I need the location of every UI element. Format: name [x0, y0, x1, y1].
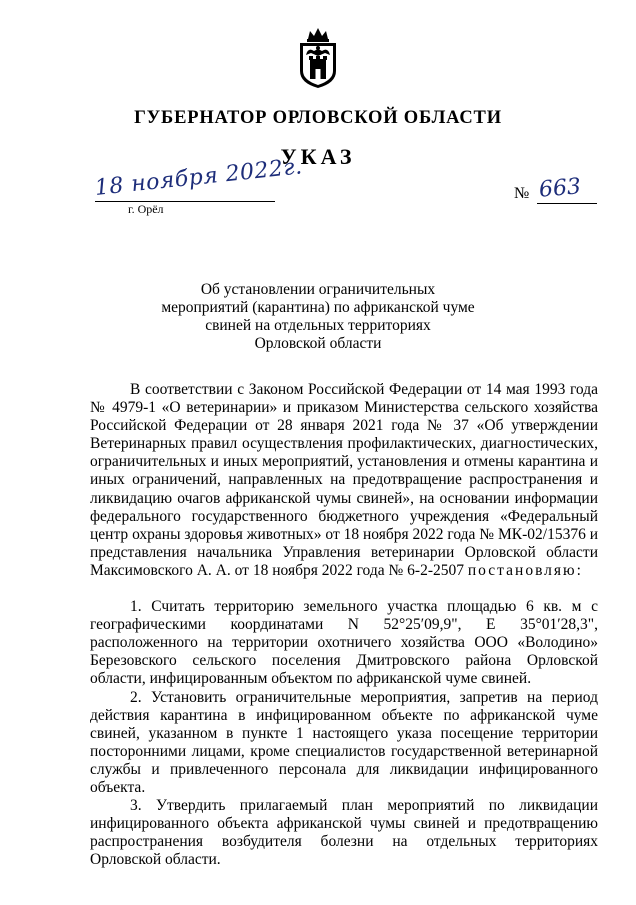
preamble-text: В соответствии с Законом Российской Федерации от 14 мая 1993 года № 4979-1 «О ветеринарии» и приказом Министерства сельского хозяйства Российской Федерации от 28 января 2021 года № 37 «Об утверждении Ветеринарных правил осуществления профилактических, диагностических, ограничительных и иных мероприятий, установления и отмены карантина и иных ограничений, направленных на предотвращение распространения и ликвидацию очагов африканской чумы свиней», на основании информации федерального государственного бюджетного учреждения «Федеральный центр охраны здоровья животных» от 18 ноября 2022 года № МК-02/15376 и представления начальника Управления ветеринарии Орловской области Максимовского А. А. от 18 ноября 2022 года № 6-2-2507 [90, 381, 598, 579]
item-paragraph: 3. Утвердить прилагаемый план мероприятий по ликвидации инфицированного объекта африканской чумы свиней и предотвращению распространения возбудителя болезни на отдельных территориях Орловской области. [90, 797, 598, 869]
city-label: г. Орёл [128, 202, 164, 216]
handwritten-date: 18 ноября 2022г. [93, 154, 304, 201]
title-line: Орловской области [254, 335, 382, 352]
item-paragraph: 2. Установить ограничительные мероприятия, запретив на период действия карантина в инфицированном объекте по африканской чуме свиней, указанном в пункте 1 настоящего указа посещение территории посторонними лицами, кроме специалистов государственной ветеринарной службы и привлеченного персонала для ликвидации инфицированного объекта. [90, 688, 598, 796]
governor-heading: ГУБЕРНАТОР ОРЛОВСКОЙ ОБЛАСТИ [134, 108, 502, 128]
date-underline [95, 201, 275, 202]
item-paragraph: 1. Считать территорию земельного участка площадью 6 кв. м с географическими координатами N 52°25′09,9", E 35°01′28,3", расположенного на территории охотничего хозяйства ООО «Володино» Березовского сельского поселения Дмитровского района Орловской области, инфицированным объектом по африканской чуме свиней. [90, 598, 598, 688]
decree-word: постановляю: [467, 561, 583, 579]
title-line: Об установлении ограничительных [200, 281, 436, 298]
title-line: свиней на отдельных территориях [205, 317, 431, 334]
title-line: мероприятий (карантина) по африканской чуме [161, 299, 475, 316]
number-label: № [514, 185, 530, 202]
decree-title [150, 281, 486, 353]
preamble-paragraph [90, 381, 598, 580]
number-underline [537, 203, 597, 204]
orel-oblast-coat-of-arms-icon [292, 25, 344, 91]
doc-type-heading: УКАЗ [280, 144, 356, 169]
paragraph-spacer [90, 580, 598, 598]
decree-body [90, 381, 598, 869]
handwritten-number: 663 [537, 174, 583, 203]
